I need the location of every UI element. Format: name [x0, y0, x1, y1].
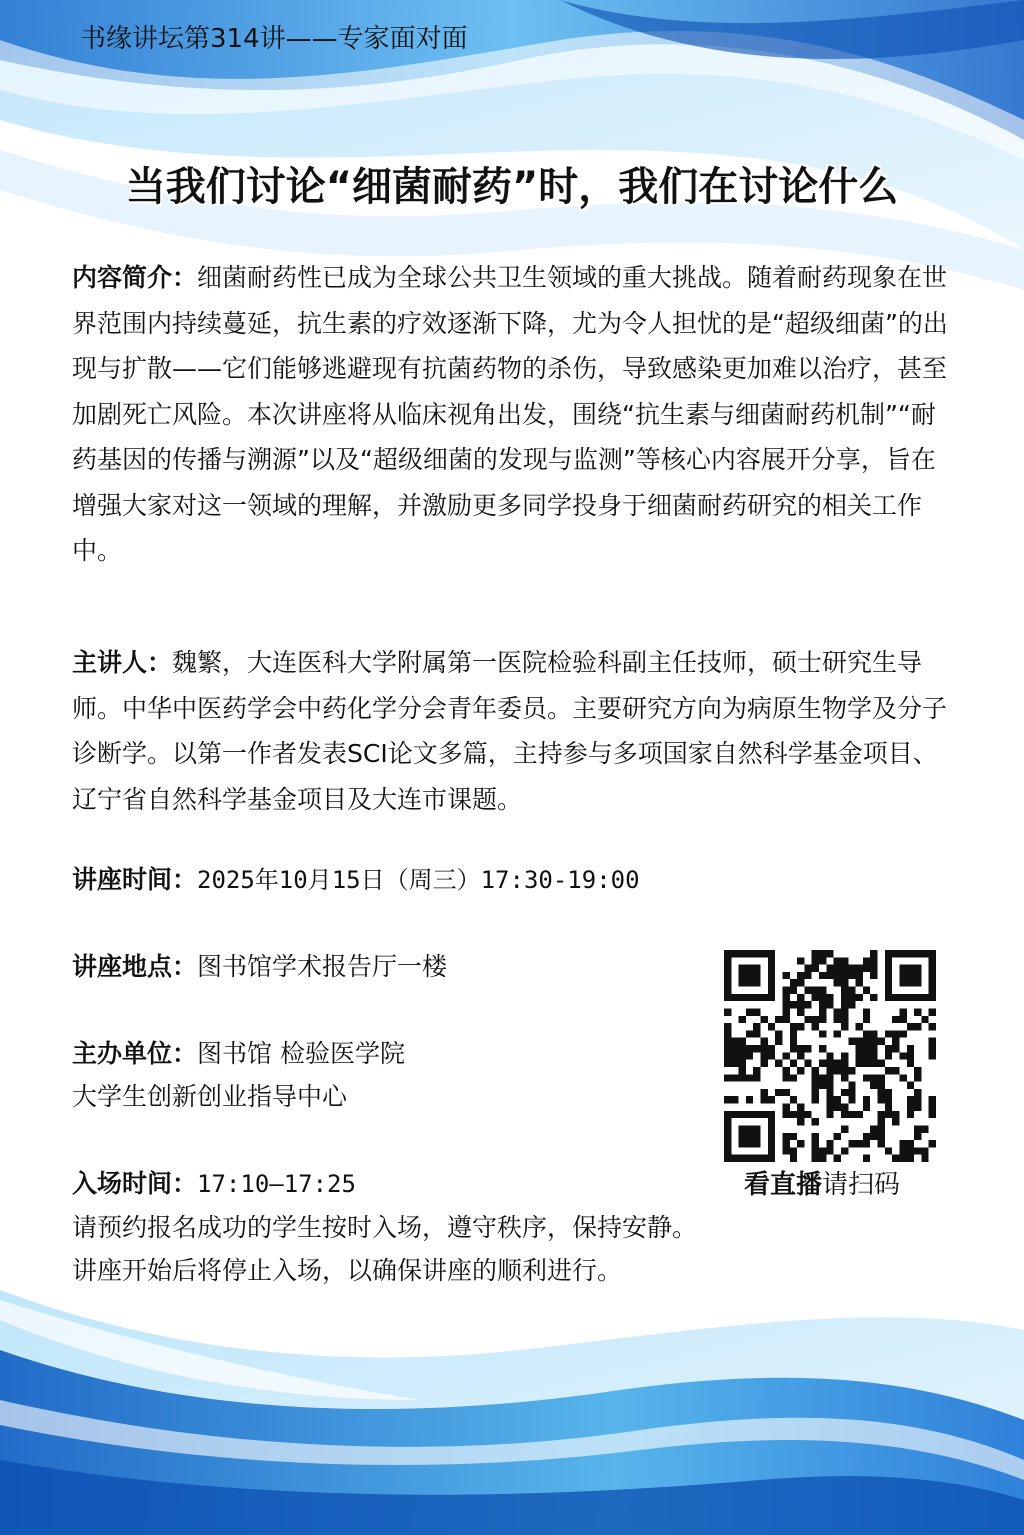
time-label: 讲座时间： — [72, 865, 198, 894]
lecture-place-row — [72, 945, 712, 988]
lecture-time-row — [72, 858, 712, 902]
entry-time-row — [72, 1162, 712, 1292]
poster-title: 当我们讨论“细菌耐药”时，我们在讨论什么 — [125, 164, 899, 210]
entry-label: 入场时间： — [72, 1169, 198, 1198]
qr-caption — [712, 1164, 932, 1201]
lecture-series-label: 书缘讲坛第314讲——专家面对面 — [80, 24, 468, 54]
speaker-text: 魏繁，大连医科大学附属第一医院检验科副主任技师，硕士研究生导师。中华中医药学会中药化学分会青年委员。主要研究方向为病原生物学及分子诊断学。以第一作者发表SCI论文多篇，主持参与多项国家自然科学基金项目、辽宁省自然科学基金项目及大连市课题。 — [72, 648, 948, 814]
qr-caption-rest: 请扫码 — [822, 1170, 901, 1200]
intro-text: 细菌耐药性已成为全球公共卫生领域的重大挑战。随着耐药现象在世界范围内持续蔓延，抗生素的疗效逐渐下降，尤为令人担忧的是“超级细菌”的出现与扩散——它们能够逃避现有抗菌药物的杀伤，导致感染更加难以治疗，甚至加剧死亡风险。本次讲座将从临床视角出发，围绕“抗生素与细菌耐药机制”“耐药基因的传播与溯源”以及“超级细菌的发现与监测”等核心内容展开分享，旨在增强大家对这一领域的理解，并激励更多同学投身于细菌耐药研究的相关工作中。 — [72, 263, 948, 565]
organizer-line1: 图书馆 检验医学院 — [197, 1039, 405, 1068]
intro-label: 内容简介： — [72, 263, 198, 292]
entry-value: 17:10—17:25 — [197, 1170, 356, 1198]
place-label: 讲座地点： — [72, 952, 198, 981]
time-value: 2025年10月15日（周三）17:30-19:00 — [197, 866, 640, 894]
organizer-label: 主办单位： — [72, 1039, 198, 1068]
speaker-section — [72, 640, 952, 822]
qr-caption-bold: 看直播 — [743, 1170, 822, 1200]
entry-note: 请预约报名成功的学生按时入场，遵守秩序，保持安静。讲座开始后将停止入场，以确保讲座的顺利进行。 — [72, 1213, 698, 1285]
speaker-label: 主讲人： — [72, 648, 173, 677]
organizer-line2: 大学生创新创业指导中心 — [72, 1082, 348, 1111]
place-value: 图书馆学术报告厅一楼 — [197, 952, 448, 981]
livestream-qr-code[interactable] — [724, 950, 936, 1162]
intro-section — [72, 255, 952, 574]
organizer-row — [72, 1032, 712, 1118]
